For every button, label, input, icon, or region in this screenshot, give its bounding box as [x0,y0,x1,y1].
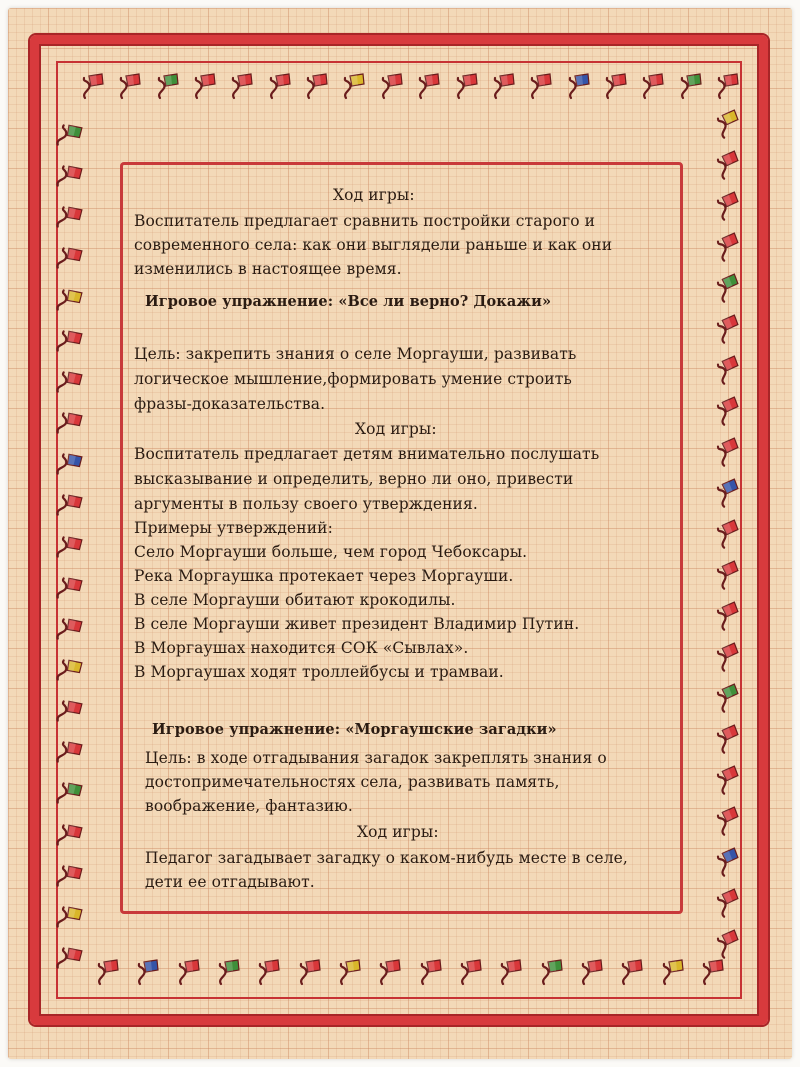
bottom-flag-hook-icon [216,958,242,988]
top-flag-hook-icon [229,72,255,102]
bottom-flag-hook-icon [337,958,363,988]
top-flag-hook-icon [192,72,218,102]
top-flag-hook-icon [379,72,405,102]
bottom-flag-hook-icon [95,958,121,988]
bottom-flag-hook-icon [377,958,403,988]
bottom-flag-hook-icon [176,958,202,988]
top-flag-hook-icon [80,72,106,102]
block2-line-10: В Моргаушах ходят троллейбусы и трамваи. [134,663,504,681]
block2-line-4: Примеры утверждений: [134,519,333,537]
bottom-flag-hook-icon [579,958,605,988]
block1-line-3: изменились в настоящее время. [134,260,402,278]
bottom-flag-hook-icon [135,958,161,988]
top-flag-hook-icon [678,72,704,102]
block3-goal-1: Цель: в ходе отгадывания загадок закреплять знания о [145,749,607,767]
block2-line-8: В селе Моргауши живет президент Владимир Путин. [134,615,580,633]
top-flag-hook-icon [117,72,143,102]
bottom-flag-hook-icon [700,958,726,988]
bottom-flag-hook-icon [660,958,686,988]
top-flag-hook-icon [454,72,480,102]
top-flag-hook-icon [640,72,666,102]
top-flag-hook-icon [491,72,517,102]
block3-line-1: Педагог загадывает загадку о каком-нибудь месте в селе, [145,849,628,867]
block2-line-7: В селе Моргауши обитают крокодилы. [134,591,456,609]
block3-goal-3: воображение, фантазию. [145,797,353,815]
block2-line-5: Село Моргауши больше, чем город Чебоксары. [134,543,528,561]
block1-line-2: современного села: как они выглядели раньше и как они [134,236,613,254]
bottom-flag-hook-icon [418,958,444,988]
top-flag-hook-icon [528,72,554,102]
block2-title: Игровое упражнение: «Все ли верно? Докажи» [145,293,552,310]
top-flag-hook-icon [341,72,367,102]
block1-line-1: Воспитатель предлагает сравнить постройки старого и [134,212,596,230]
block2-heading: Ход игры: [355,420,437,438]
block3-goal-2: достопримечательностях села, развивать память, [145,773,560,791]
block2-line-6: Река Моргаушка протекает через Моргауши. [134,567,514,585]
block2-goal-3: фразы-доказательства. [134,395,326,413]
block3-line-2: дети ее отгадывают. [145,873,315,891]
top-flag-hook-icon [267,72,293,102]
bottom-flag-hook-icon [498,958,524,988]
bottom-flag-hook-icon [297,958,323,988]
top-flag-hook-icon [304,72,330,102]
bottom-flag-hook-icon [619,958,645,988]
top-flag-hook-icon [715,72,741,102]
block3-title: Игровое упражнение: «Моргаушские загадки» [152,721,557,738]
block2-line-2: высказывание и определить, верно ли оно, привести [134,470,574,488]
bottom-flag-hook-icon [539,958,565,988]
block3-heading: Ход игры: [357,823,439,841]
block1-heading: Ход игры: [333,186,415,204]
top-flag-hook-icon [566,72,592,102]
bottom-flag-hook-icon [256,958,282,988]
top-flag-hook-icon [416,72,442,102]
block2-goal-2: логическое мышление,формировать умение строить [134,370,572,388]
block2-line-1: Воспитатель предлагает детям внимательно послушать [134,445,600,463]
block2-goal-1: Цель: закрепить знания о селе Моргауши, развивать [134,345,577,363]
top-flag-hook-icon [155,72,181,102]
block2-line-9: В Моргаушах находится СОК «Сывлах». [134,639,469,657]
block2-line-3: аргументы в пользу своего утверждения. [134,495,478,513]
bottom-flag-hook-icon [458,958,484,988]
top-flag-hook-icon [603,72,629,102]
